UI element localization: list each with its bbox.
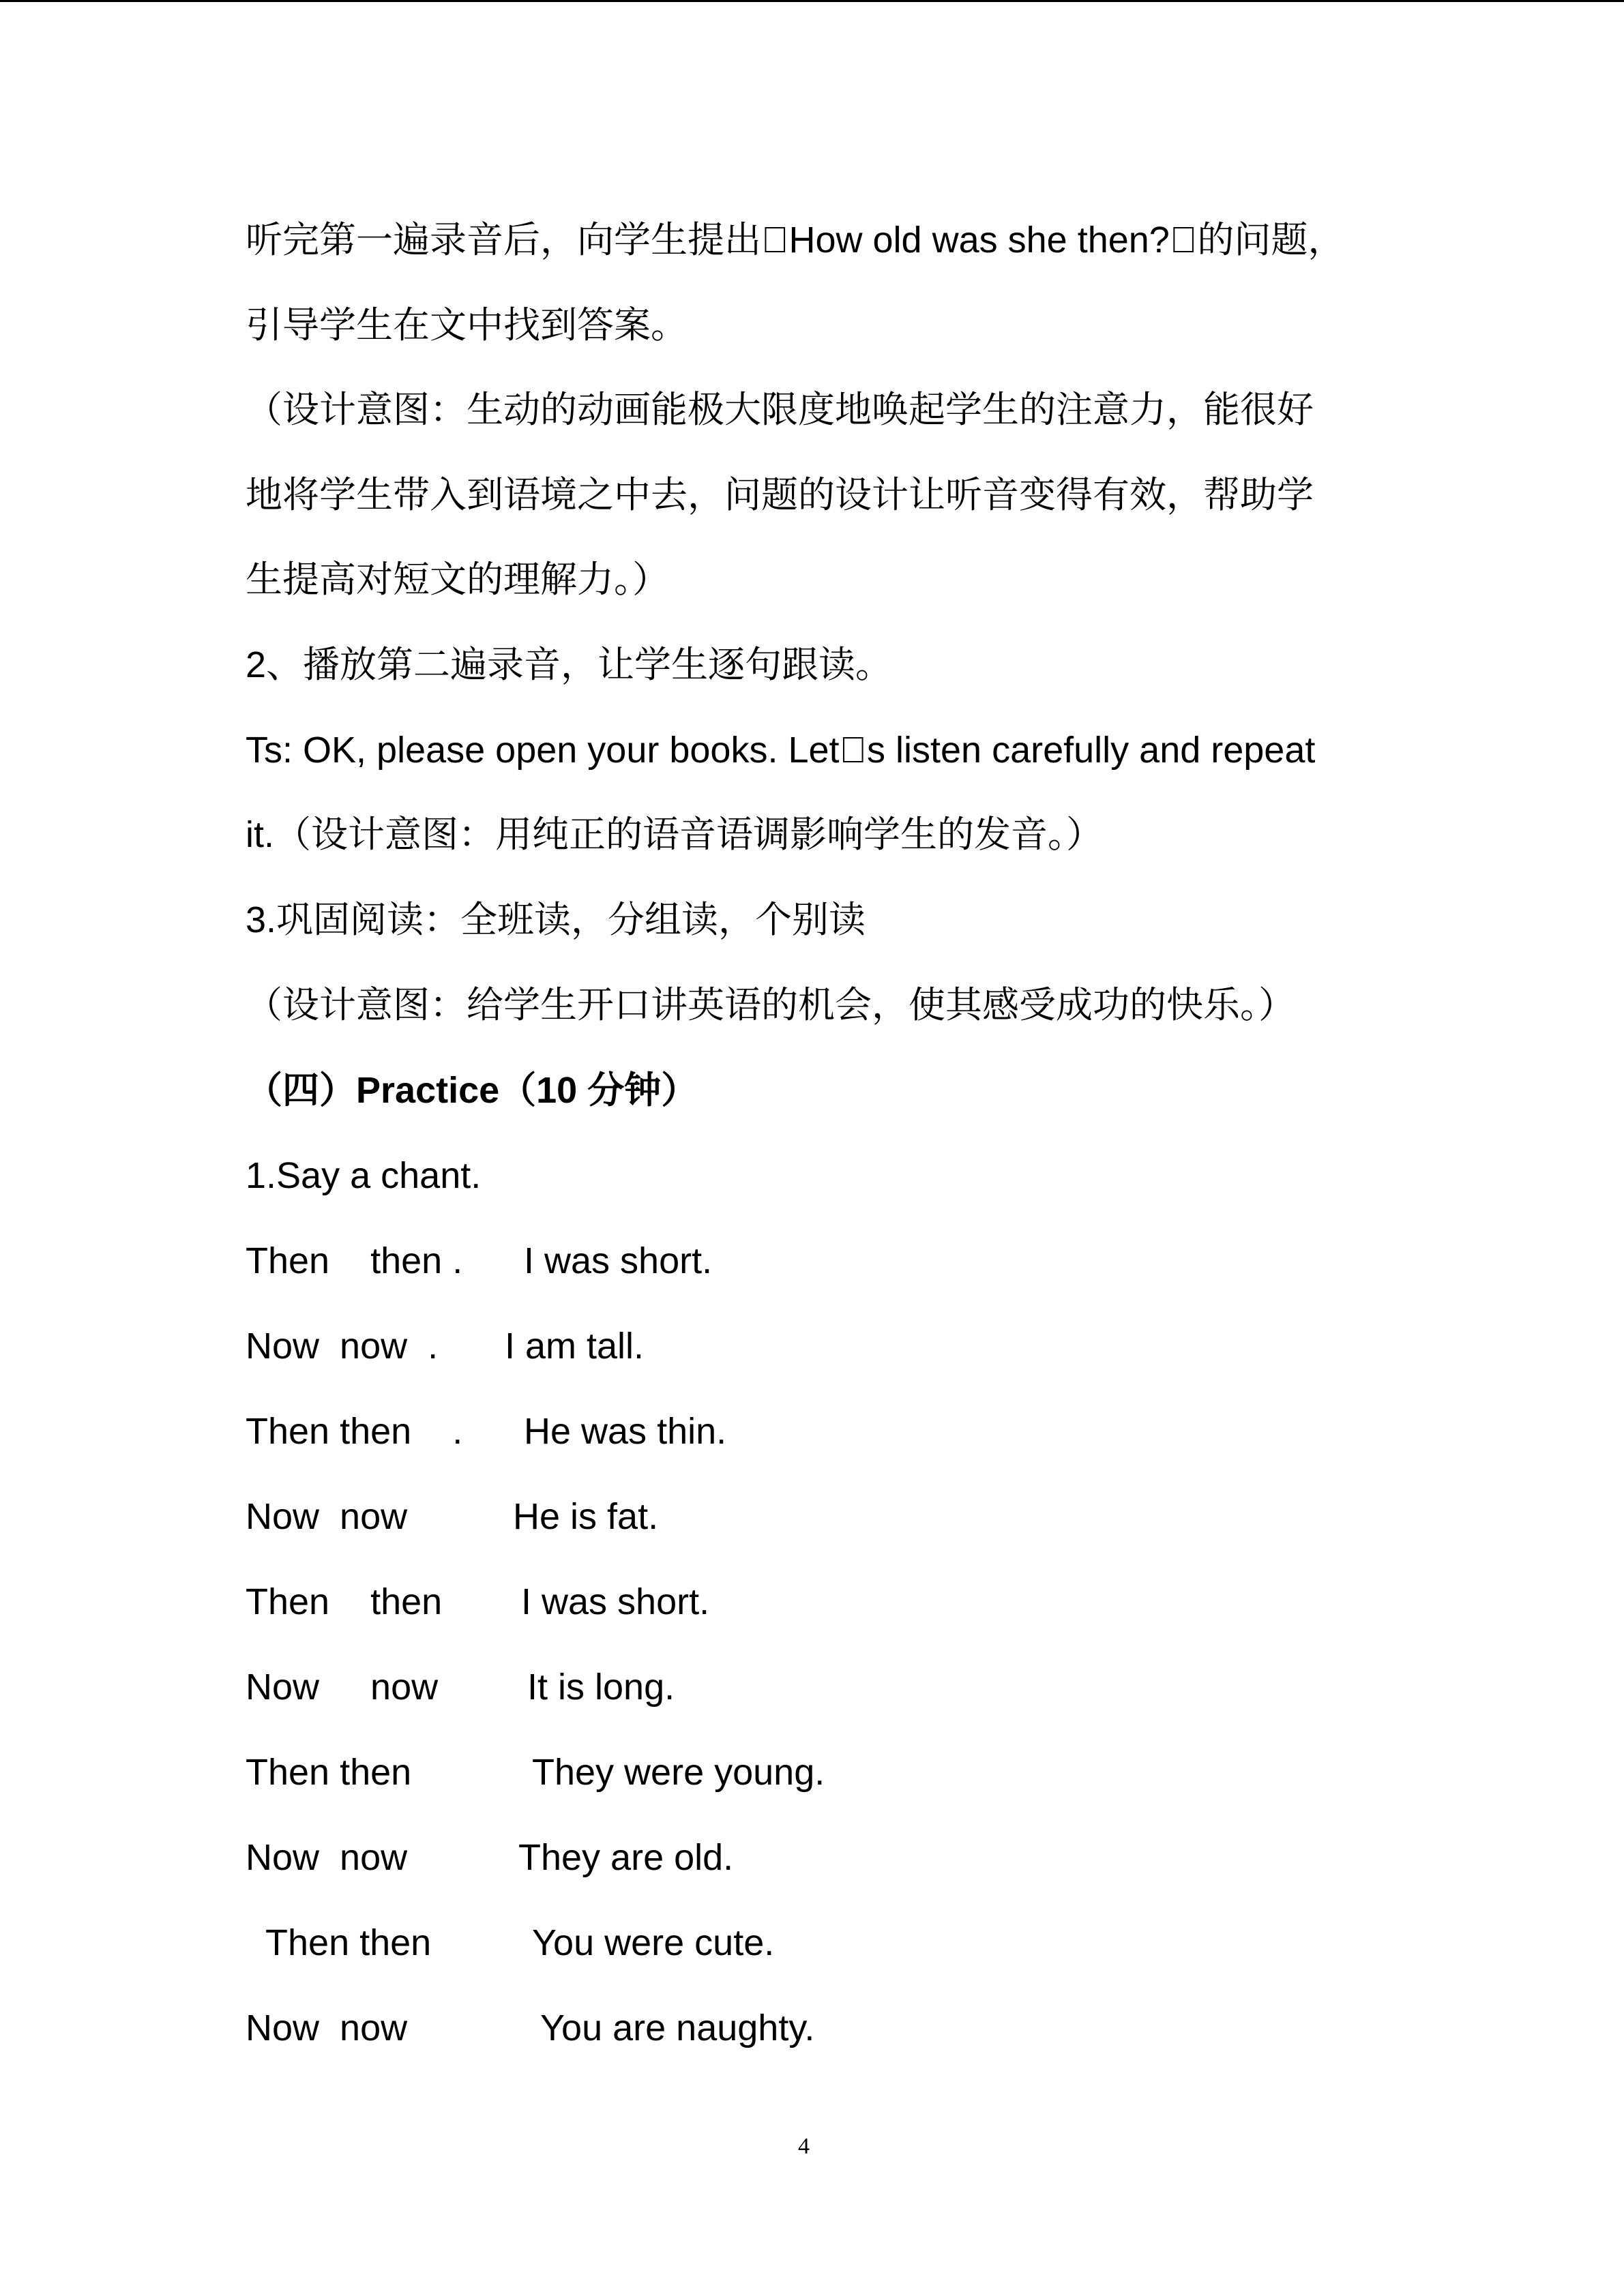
chant-line-right: It is long. xyxy=(527,1667,675,1708)
page-top-border xyxy=(0,0,1624,2)
chant-line xyxy=(246,1665,675,1709)
chant-line xyxy=(246,1750,825,1794)
chant-line xyxy=(246,1836,734,1879)
chant-line-right: I was short. xyxy=(524,1240,713,1281)
paragraph-line: 地将学生带入到语境之中去，问题的设计让听音变得有效，帮助学 xyxy=(246,475,1314,516)
paragraph-line: 引导学生在文中找到答案。 xyxy=(246,305,688,346)
chant-line-right: You are naughty. xyxy=(540,2008,815,2048)
chant-line-left: Now now . xyxy=(246,1326,439,1367)
chant-line xyxy=(246,1495,659,1538)
chant-line-right: He was thin. xyxy=(524,1411,727,1452)
chant-line-left: Then then . xyxy=(246,1240,463,1281)
chant-line-left: Then then xyxy=(246,1752,412,1793)
page-number: 4 xyxy=(798,2134,810,2159)
paragraph-line: 生提高对短文的理解力。） xyxy=(246,559,669,600)
chant-line-left: Now now xyxy=(246,1667,439,1708)
chant-line-right: They are old. xyxy=(518,1837,734,1878)
chant-line xyxy=(246,1324,645,1368)
chant-line xyxy=(246,2006,815,2050)
chant-line xyxy=(246,1410,727,1453)
chant-intro: 1.Say a chant. xyxy=(246,1155,482,1196)
paragraph-line: 听完第一遍录音后，向学生提出 How old was she then? 的问题， xyxy=(246,220,1345,260)
paragraph-line: Ts: OK, please open your books. Let s listen carefully and repeat xyxy=(246,730,1316,771)
chant-line-left: Now now xyxy=(246,1837,408,1878)
chant-line-left: Now now xyxy=(246,2008,408,2048)
chant-line-right: He is fat. xyxy=(513,1496,659,1537)
chant-line-left: Then then xyxy=(246,1581,443,1622)
paragraph-line: it.（设计意图：用纯正的语音语调影响学生的发音。） xyxy=(246,814,1104,855)
chant-line-right: You were cute. xyxy=(532,1922,775,1963)
chant-line-right: I was short. xyxy=(521,1581,710,1622)
chant-line xyxy=(246,1239,713,1283)
paragraph-line: 2、播放第二遍录音，让学生逐句跟读。 xyxy=(246,644,893,685)
chant-line-right: They were young. xyxy=(532,1752,825,1793)
paragraph-line: （设计意图：生动的动画能极大限度地唤起学生的注意力，能很好 xyxy=(246,389,1314,430)
section-heading: （四）Practice（10 分钟） xyxy=(246,1070,698,1111)
chant-line-left: Then then . xyxy=(246,1411,463,1452)
chant-line-right: I am tall. xyxy=(505,1326,645,1367)
paragraph-line: 3.巩固阅读：全班读，分组读，个别读 xyxy=(246,899,866,940)
chant-line xyxy=(246,1580,710,1624)
chant-line-left: Then then xyxy=(246,1922,432,1963)
chant-line-left: Now now xyxy=(246,1496,408,1537)
chant-line xyxy=(246,1921,775,1965)
paragraph-line: （设计意图：给学生开口讲英语的机会，使其感受成功的快乐。） xyxy=(246,985,1295,1026)
